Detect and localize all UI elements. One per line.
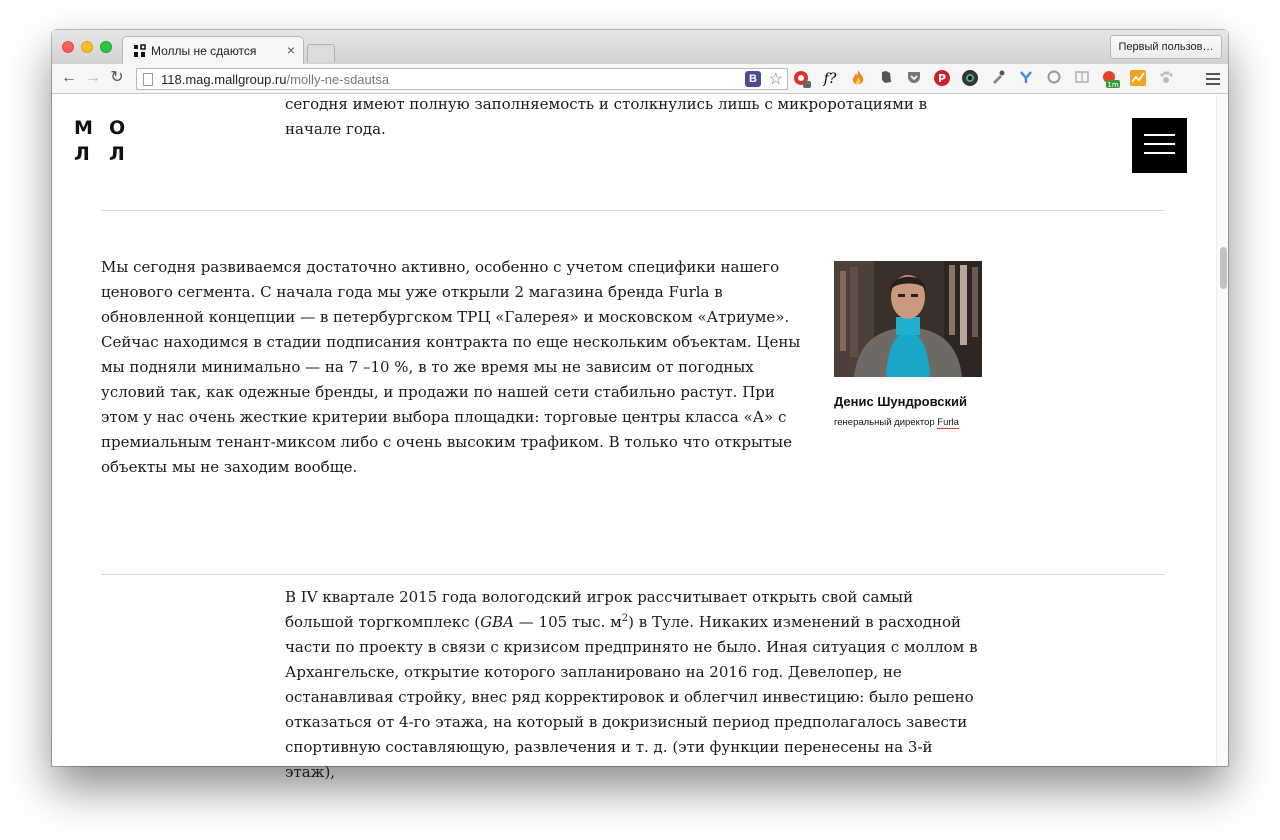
logo-letter: О bbox=[109, 117, 126, 139]
chrome-menu-icon[interactable] bbox=[1206, 73, 1220, 85]
paragraph-top: сегодня имеют полную заполняемость и столкнулись лишь с микроротациями в начале года. bbox=[285, 95, 928, 138]
logo-letter: М bbox=[74, 117, 93, 139]
moll-favicon-icon bbox=[133, 44, 147, 58]
zoom-window-button[interactable] bbox=[100, 41, 112, 53]
minimize-window-button[interactable] bbox=[81, 41, 93, 53]
svg-text:P: P bbox=[937, 72, 947, 85]
brand-link[interactable]: Furla bbox=[937, 417, 959, 428]
address-bar[interactable] bbox=[136, 68, 788, 90]
forward-icon[interactable]: → bbox=[85, 69, 101, 86]
person-role bbox=[834, 417, 959, 428]
superscript: 2 bbox=[621, 613, 629, 624]
tab-title: Моллы не сдаются bbox=[151, 44, 257, 58]
back-icon[interactable]: ← bbox=[61, 69, 77, 86]
person-role-title: генеральный директор bbox=[834, 417, 938, 428]
url-path: /molly-ne-sdautsa bbox=[286, 72, 390, 87]
hamburger-line bbox=[1144, 152, 1175, 154]
reload-icon[interactable]: ↻ bbox=[110, 69, 124, 86]
gba-term: GBA bbox=[480, 613, 515, 631]
logo-letter: Л bbox=[74, 143, 90, 165]
hamburger-line bbox=[1144, 143, 1175, 145]
tab-close-icon[interactable]: × bbox=[286, 42, 295, 58]
pocket-icon[interactable] bbox=[904, 69, 924, 89]
yandex-icon[interactable] bbox=[1016, 69, 1036, 89]
menu-button[interactable] bbox=[1132, 118, 1187, 173]
section-divider bbox=[101, 574, 1165, 575]
quote-paragraph: Мы сегодня развиваемся достаточно активно, особенно с учетом специфики нашего ценового сегмента. С начала года мы уже открыли 2 магазина бренда Furla в обновленной концепции — в петербургском ТРЦ «Галерея» и московском «Атриуме». Сейчас находимся в стадии подписания контракта по еще нескольким объектам. Цены мы подняли минимально — на 7 –10 %, в то же время мы не зависим от погодных условий так, как одежные бренды, и продажи по нашей сети стабильно растут. При этом у нас очень жесткие критерии выбора площадки: торговые центры класса «А» с премиальным тенант-миксом либо с очень высоким трафиком. В только что открытые объекты мы не заходим вообще. bbox=[101, 258, 801, 476]
scrollbar-thumb[interactable] bbox=[1220, 247, 1227, 289]
paw-icon[interactable] bbox=[1156, 69, 1176, 89]
rss-1m-icon[interactable] bbox=[1100, 69, 1120, 89]
article-text: В IV квартале 2015 года вологодский игрок рассчитывает открыть свой самый большой торгкомплекс ( bbox=[285, 588, 914, 631]
close-window-button[interactable] bbox=[62, 41, 74, 53]
stats-icon[interactable] bbox=[1128, 69, 1148, 89]
page-viewport bbox=[52, 95, 1228, 781]
article-text: ) в Туле. Никаких изменений в расходной части по проекту в связи с кризисом предпринято не было. Иная ситуация с моллом в Архангельске, открытие которого запланировано на 2016 год. Девелопер, не останавливая стройку, внес ряд корректировок и облегчил инвестицию: было решено отказаться от 4-го этажа, на который в докризисный период предполагалось завести спортивную составляющую, развлечения и т. д. (эти функции перенесены на 3-й этаж), bbox=[285, 613, 978, 781]
reader-icon[interactable] bbox=[1072, 69, 1092, 89]
page-icon bbox=[143, 73, 153, 86]
logo-letter: Л bbox=[109, 143, 125, 165]
pinterest-icon[interactable] bbox=[932, 69, 952, 89]
evernote-icon[interactable] bbox=[876, 69, 896, 89]
url-host: 118.mag.mallgroup.ru bbox=[161, 72, 287, 87]
fire-icon[interactable] bbox=[848, 69, 868, 89]
page-scrollbar[interactable] bbox=[1216, 95, 1228, 766]
fx-icon[interactable]: f? bbox=[823, 71, 837, 87]
refresh-ext-icon[interactable] bbox=[1044, 69, 1064, 89]
vk-extension-icon[interactable]: В bbox=[745, 71, 761, 87]
new-tab-button[interactable] bbox=[307, 44, 335, 62]
tab-active[interactable] bbox=[122, 36, 304, 64]
person-photo bbox=[834, 261, 982, 377]
eyedropper-icon[interactable] bbox=[988, 69, 1008, 89]
badge-1m: 1m bbox=[1107, 81, 1119, 89]
profile-button[interactable]: Первый пользов… bbox=[1110, 35, 1222, 59]
article-text: — 105 тыс. м bbox=[514, 613, 622, 631]
bookmark-star-icon[interactable]: ☆ bbox=[768, 71, 783, 88]
camera-icon[interactable] bbox=[960, 69, 980, 89]
article-paragraph bbox=[285, 585, 985, 785]
section-divider bbox=[101, 210, 1165, 211]
tab-strip bbox=[52, 30, 1228, 64]
hamburger-line bbox=[1144, 134, 1175, 136]
browser-toolbar bbox=[52, 64, 1228, 94]
url-text[interactable] bbox=[161, 72, 389, 87]
opera-badge-icon[interactable] bbox=[792, 69, 812, 89]
browser-window bbox=[52, 30, 1228, 781]
person-name: Денис Шундровский bbox=[834, 394, 968, 409]
